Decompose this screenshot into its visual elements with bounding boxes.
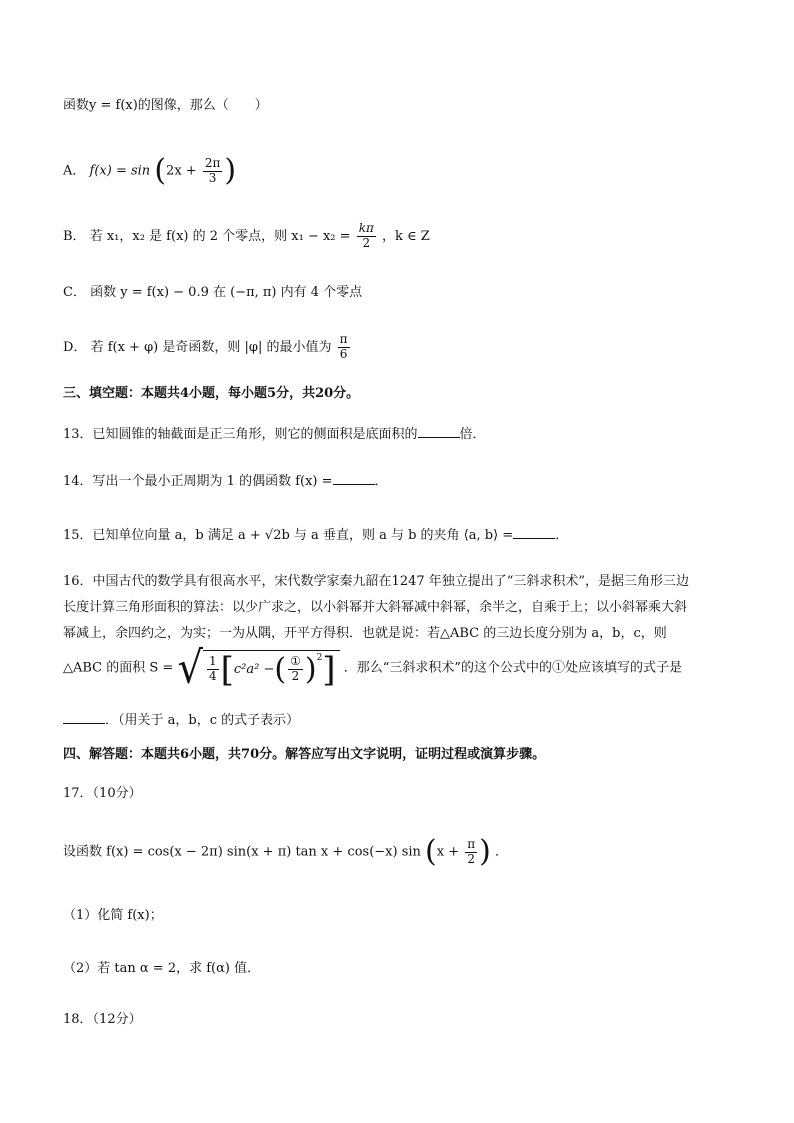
fraction-denominator: 3 xyxy=(208,170,217,185)
right-bracket: ] xyxy=(322,649,336,690)
option-b-text2: ，k ∈ Z xyxy=(382,228,430,244)
question-13-text: 13．已知圆锥的轴截面是正三角形，则它的侧面积是底面积的 xyxy=(63,427,418,442)
fraction-denominator: 2 xyxy=(291,669,300,683)
question-16-line-3: 幂减上，余四约之，为实；一为从隅，开平方得积．也就是说：若△ABC 的三边长度分别为 a，b，c，则 xyxy=(63,626,667,641)
area-prefix: △ABC 的面积 S = xyxy=(63,660,174,676)
right-paren: ) xyxy=(479,834,491,869)
fraction-denominator: 2 xyxy=(362,235,371,250)
left-paren: ( xyxy=(274,651,287,687)
question-16-line-5 xyxy=(63,711,299,729)
question-17-pre: 设函数 f(x) = cos(x − 2π) sin(x + π) tan x + cos(−x) sin xyxy=(63,844,421,860)
question-16-line-1: 16．中国古代的数学具有很高水平，宋代数学家秦九韶在1247 年独立提出了“三斜求积术”，是据三角形三边 xyxy=(63,574,690,589)
blank-fraction xyxy=(288,655,303,684)
question-15 xyxy=(63,526,568,544)
question-17-inner: x + xyxy=(436,844,460,860)
option-c xyxy=(63,285,362,301)
question-14-text: 14．写出一个最小正周期为 1 的偶函数 f(x) = xyxy=(63,474,333,489)
question-17-fraction xyxy=(465,838,477,867)
right-paren: ) xyxy=(224,153,237,188)
right-paren: ) xyxy=(304,651,317,687)
fraction-numerator: 2π xyxy=(204,155,221,170)
fraction-numerator: π xyxy=(339,332,348,346)
question-17-part-2: （2）若 tan α = 2，求 f(α) 值． xyxy=(63,961,261,976)
question-intro: 函数y = f(x)的图像，那么（ ） xyxy=(63,98,268,113)
formula-suffix: ．那么“三斜求积术”的这个公式中的①处应该填写的式子是 xyxy=(343,660,682,676)
section-4-heading: 四、解答题：本题共6小题，共70分。解答应写出文字说明，证明过程或演算步骤。 xyxy=(63,747,546,762)
option-d-text: 若 f(x + φ) 是奇函数，则 |φ| 的最小值为 xyxy=(90,339,332,355)
square-exponent: 2 xyxy=(316,652,323,663)
quarter-fraction xyxy=(207,655,219,684)
question-15-text: 15．已知单位向量 a，b 满足 a + √2b 与 a 垂直，则 a 与 b 的夹角 ⟨a, b⟩ = xyxy=(63,528,514,543)
option-a xyxy=(63,153,237,188)
fraction-denominator: 2 xyxy=(467,851,476,866)
option-d xyxy=(63,333,352,362)
radical-sign: √ xyxy=(177,642,203,694)
option-c-label: C． xyxy=(63,285,86,300)
question-13-end: 倍． xyxy=(459,427,486,442)
left-paren: ( xyxy=(425,834,437,869)
answer-blank xyxy=(333,472,375,485)
option-a-pre: f(x) = sin xyxy=(89,163,151,179)
answer-blank xyxy=(63,711,105,724)
c2a2-term: c²a² − xyxy=(233,661,275,677)
option-a-label: A． xyxy=(63,163,86,179)
question-15-end: ． xyxy=(555,528,569,543)
left-bracket: [ xyxy=(220,649,234,690)
option-b-text1: 若 x₁，x₂ 是 f(x) 的 2 个零点，则 x₁ − x₂ = xyxy=(89,228,351,244)
question-18-heading: 18．（12分） xyxy=(63,1012,142,1027)
option-c-text: 函数 y = f(x) − 0.9 在 (−π, π) 内有 4 个零点 xyxy=(90,285,363,300)
question-17-end: ． xyxy=(495,844,509,860)
option-d-fraction xyxy=(338,333,350,362)
question-14-end: ． xyxy=(374,474,388,489)
left-paren: ( xyxy=(154,153,167,188)
question-17-part-1: （1）化简 f(x)； xyxy=(63,908,163,923)
answer-blank xyxy=(418,425,460,438)
fraction-denominator: 4 xyxy=(208,669,217,683)
option-a-inner: 2x + xyxy=(166,163,197,179)
question-17-stem xyxy=(63,834,509,869)
fraction-numerator: 1 xyxy=(208,654,217,669)
option-b xyxy=(63,222,430,251)
sqrt-expression xyxy=(177,642,339,694)
option-b-fraction xyxy=(357,222,376,251)
circled-one: ① xyxy=(290,654,301,669)
fraction-denominator: 6 xyxy=(339,346,348,361)
question-16-line-4 xyxy=(63,642,682,694)
option-b-label: B． xyxy=(63,228,86,244)
answer-blank xyxy=(513,526,555,539)
question-16-line-2: 长度计算三角形面积的算法：以少广求之，以小斜幂并大斜幂减中斜幂，余半之，自乘于上；以小斜幂乘大斜 xyxy=(63,600,688,615)
question-17-heading: 17．（10分） xyxy=(63,786,142,801)
question-14 xyxy=(63,472,388,490)
fraction-numerator: kπ xyxy=(358,221,374,235)
option-a-fraction xyxy=(203,157,223,186)
option-d-label: D． xyxy=(63,339,87,355)
question-16-end: ．（用关于 a，b，c 的式子表示） xyxy=(105,713,300,728)
section-3-heading: 三、填空题：本题共4小题，每小题5分，共20分。 xyxy=(63,386,360,401)
question-13 xyxy=(63,425,486,443)
fraction-numerator: π xyxy=(467,836,476,851)
radicand xyxy=(203,649,340,690)
